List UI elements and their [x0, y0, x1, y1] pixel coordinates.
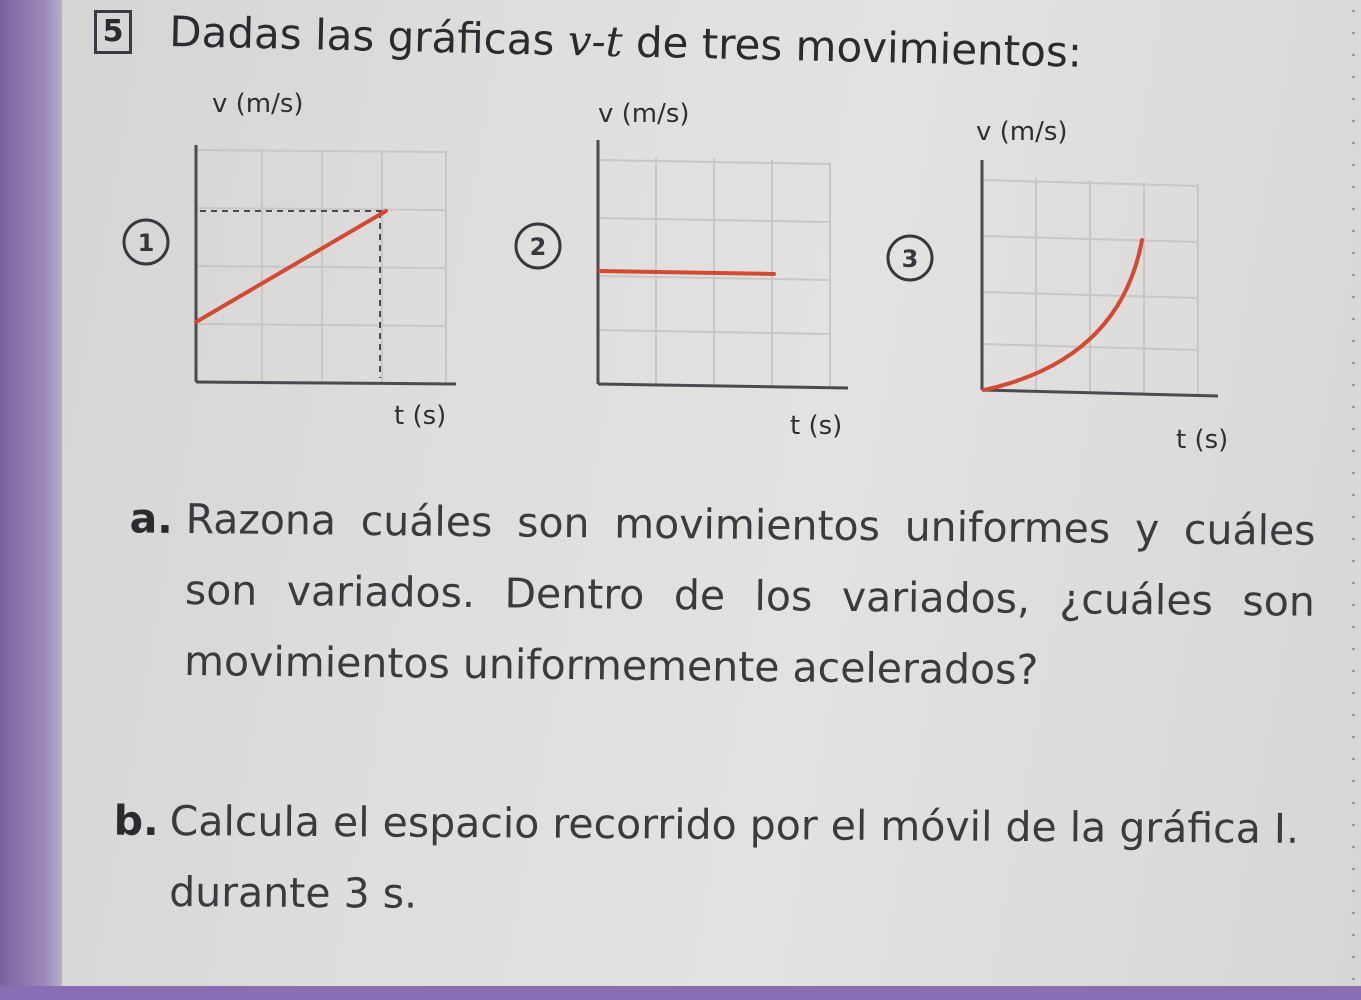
graph-2-number: 2	[529, 233, 547, 261]
graph-1-x-axis	[196, 382, 456, 384]
question-a-letter: a.	[129, 494, 174, 543]
graph-2	[516, 99, 848, 441]
graph-3-number: 3	[901, 245, 919, 273]
graph-1-y-label: v (m/s)	[212, 89, 304, 119]
graph-1-number: 1	[137, 229, 155, 257]
graph-3-x-label: t (s)	[1176, 425, 1229, 455]
graph-2-y-label: v (m/s)	[598, 99, 690, 129]
page-bottom-strip	[0, 986, 1361, 1000]
graph-2-velocity-line	[600, 271, 774, 274]
graph-2-x-axis	[598, 384, 848, 388]
graph-2-x-label: t (s)	[790, 411, 843, 441]
graph-1	[124, 89, 456, 431]
question-a-text: Razona cuáles son movimientos uniformes y cuáles son variados. Dentro de los variados, ¿cuáles son movimientos uniformemente acelerados?	[183, 494, 1316, 694]
graph-3-velocity-curve	[984, 240, 1142, 390]
graph-1-x-label: t (s)	[394, 401, 447, 431]
statement-before: Dadas las gráficas	[168, 6, 569, 66]
graph-3	[888, 117, 1228, 455]
graphs-area	[0, 0, 1361, 480]
graph-3-x-axis	[982, 390, 1218, 396]
question-b-text: Calcula el espacio recorrido por el móvil de la gráfica I. durante 3 s.	[169, 796, 1300, 918]
statement-after: de tres movimientos:	[622, 17, 1083, 77]
graph-1-grid	[196, 150, 446, 382]
statement-variable: v-t	[567, 16, 624, 67]
graph-3-y-label: v (m/s)	[976, 117, 1068, 147]
question-b-letter: b.	[113, 796, 159, 845]
graph-3-grid	[982, 178, 1198, 396]
question-a	[129, 484, 1316, 709]
question-b	[113, 786, 1330, 936]
exercise-number-box: 5	[94, 10, 132, 54]
